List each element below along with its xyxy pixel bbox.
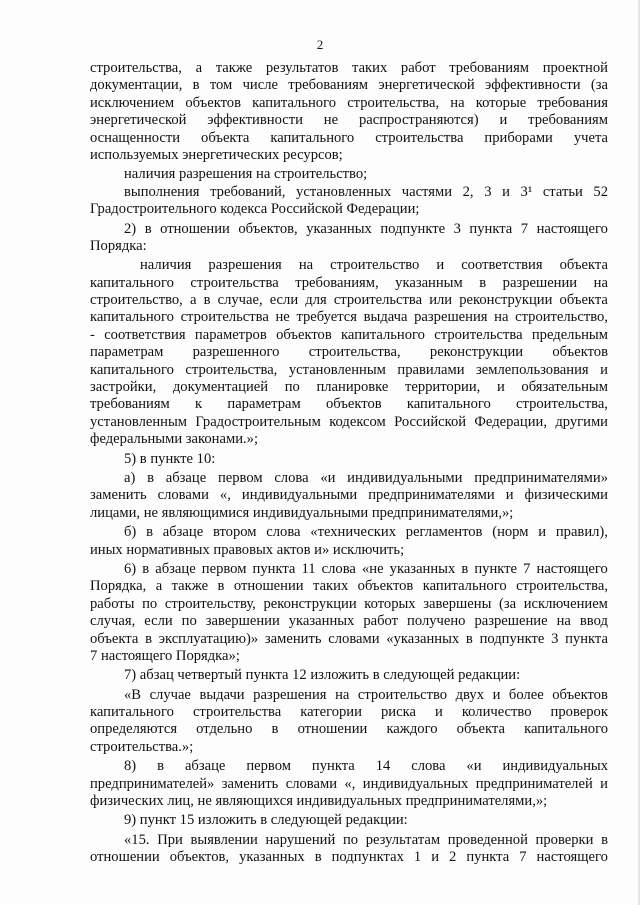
- text-line: Порядка:: [90, 237, 147, 254]
- text-line: застройки, документацией по планировке территории, и обязательным: [90, 379, 608, 396]
- page-number: 2: [316, 37, 324, 52]
- text-line: строительство, а в случае, если для строительства или реконструкции объекта: [90, 292, 608, 309]
- text-line: капитального строительства, установленным правилами землепользования и: [90, 361, 608, 378]
- text-line: исключением объектов капитального строительства, на которые требования: [90, 94, 608, 111]
- text-line: предпринимателей» заменить словами «, индивидуальных предпринимателей и: [90, 775, 608, 792]
- text-line: Градостроительного кодекса Российской Федерации;: [90, 201, 420, 218]
- text-line: используемых энергетических ресурсов;: [90, 146, 343, 163]
- text-line: определяются отдельно в отношении каждого объекта капитального: [90, 721, 608, 738]
- text-line: отношении объектов, указанных в подпунктах 1 и 2 пункта 7 настоящего: [90, 849, 608, 866]
- text-line: иных нормативных правовых актов и» исключить;: [90, 541, 405, 558]
- text-line: требованиям к параметрам объектов капитального строительства,: [90, 396, 608, 413]
- text-line: наличия разрешения на строительство и соответствия объекта: [140, 257, 608, 274]
- text-line: строительства, а также результатов таких работ требованиям проектной: [90, 60, 608, 76]
- text-line: случая, если по завершении указанных работ получено разрешение на ввод: [90, 613, 608, 630]
- text-line: физических лиц, не являющихся индивидуальных предпринимателями,»;: [90, 793, 548, 810]
- text-line: 9) пункт 15 изложить в следующей редакции:: [124, 812, 408, 829]
- text-line: 5) в пункте 10:: [124, 450, 216, 467]
- text-line: капитального строительства не требуется выдача разрешения на строительство,: [90, 309, 608, 326]
- text-line: оснащенности объекта капитального строительства приборами учета: [90, 129, 608, 146]
- text-line: капитального строительства категории риска и количество проверок: [90, 704, 608, 721]
- text-line: установленным Градостроительным кодексом Российской Федерации, другими: [90, 413, 608, 430]
- text-line: капитального строительства требованиям, указанным в разрешении на: [90, 274, 608, 291]
- text-line: работы по строительству, реконструкции которых завершены (за исключением: [90, 595, 608, 612]
- text-line: федеральными законами.»;: [90, 431, 259, 448]
- text-line: - соответствия параметров объектов капитального строительства предельным: [90, 326, 608, 343]
- text-line: 7) абзац четвертый пункта 12 изложить в следующей редакции:: [124, 667, 521, 684]
- text-line: «15. При выявлении нарушений по результатам проведенной проверки в: [124, 831, 608, 848]
- text-line: 6) в абзаце первом пункта 11 слова «не указанных в пункте 7 настоящего: [124, 560, 608, 577]
- text-line: выполнения требований, установленных частями 2, 3 и 3¹ статьи 52: [124, 183, 608, 200]
- text-line: строительства.»;: [90, 738, 194, 755]
- text-line: 8) в абзаце первом пункта 14 слова «и индивидуальных: [124, 758, 608, 775]
- text-line: заменить словами «, индивидуальными предпринимателями и физическими: [90, 487, 608, 504]
- text-line: Порядка, а также в отношении таких объектов капитального строительства,: [90, 578, 608, 595]
- text-line: объекта в эксплуатацию)» заменить словами «указанных в подпункте 3 пункта: [90, 630, 608, 647]
- text-line: б) в абзаце втором слова «технических регламентов (норм и правил),: [124, 524, 608, 541]
- text-line: параметрам разрешенного строительства, реконструкции объектов: [90, 344, 608, 361]
- text-line: 7 настоящего Порядка»;: [90, 647, 240, 664]
- text-line: документации, в том числе требованиям энергетической эффективности (за: [90, 77, 608, 94]
- text-line: «В случае выдачи разрешения на строительство двух и более объектов: [124, 686, 608, 703]
- text-line: лицами, не являющимися индивидуальными предпринимателями,»;: [90, 504, 514, 521]
- text-line: 2) в отношении объектов, указанных подпункте 3 пункта 7 настоящего: [124, 220, 608, 237]
- text-line: энергетической эффективности не распространяются) и требованиям: [90, 112, 608, 129]
- text-line: а) в абзаце первом слова «и индивидуальными предпринимателями»: [124, 469, 608, 486]
- document-body: [90, 60, 608, 867]
- text-line: наличия разрешения на строительство;: [124, 166, 368, 183]
